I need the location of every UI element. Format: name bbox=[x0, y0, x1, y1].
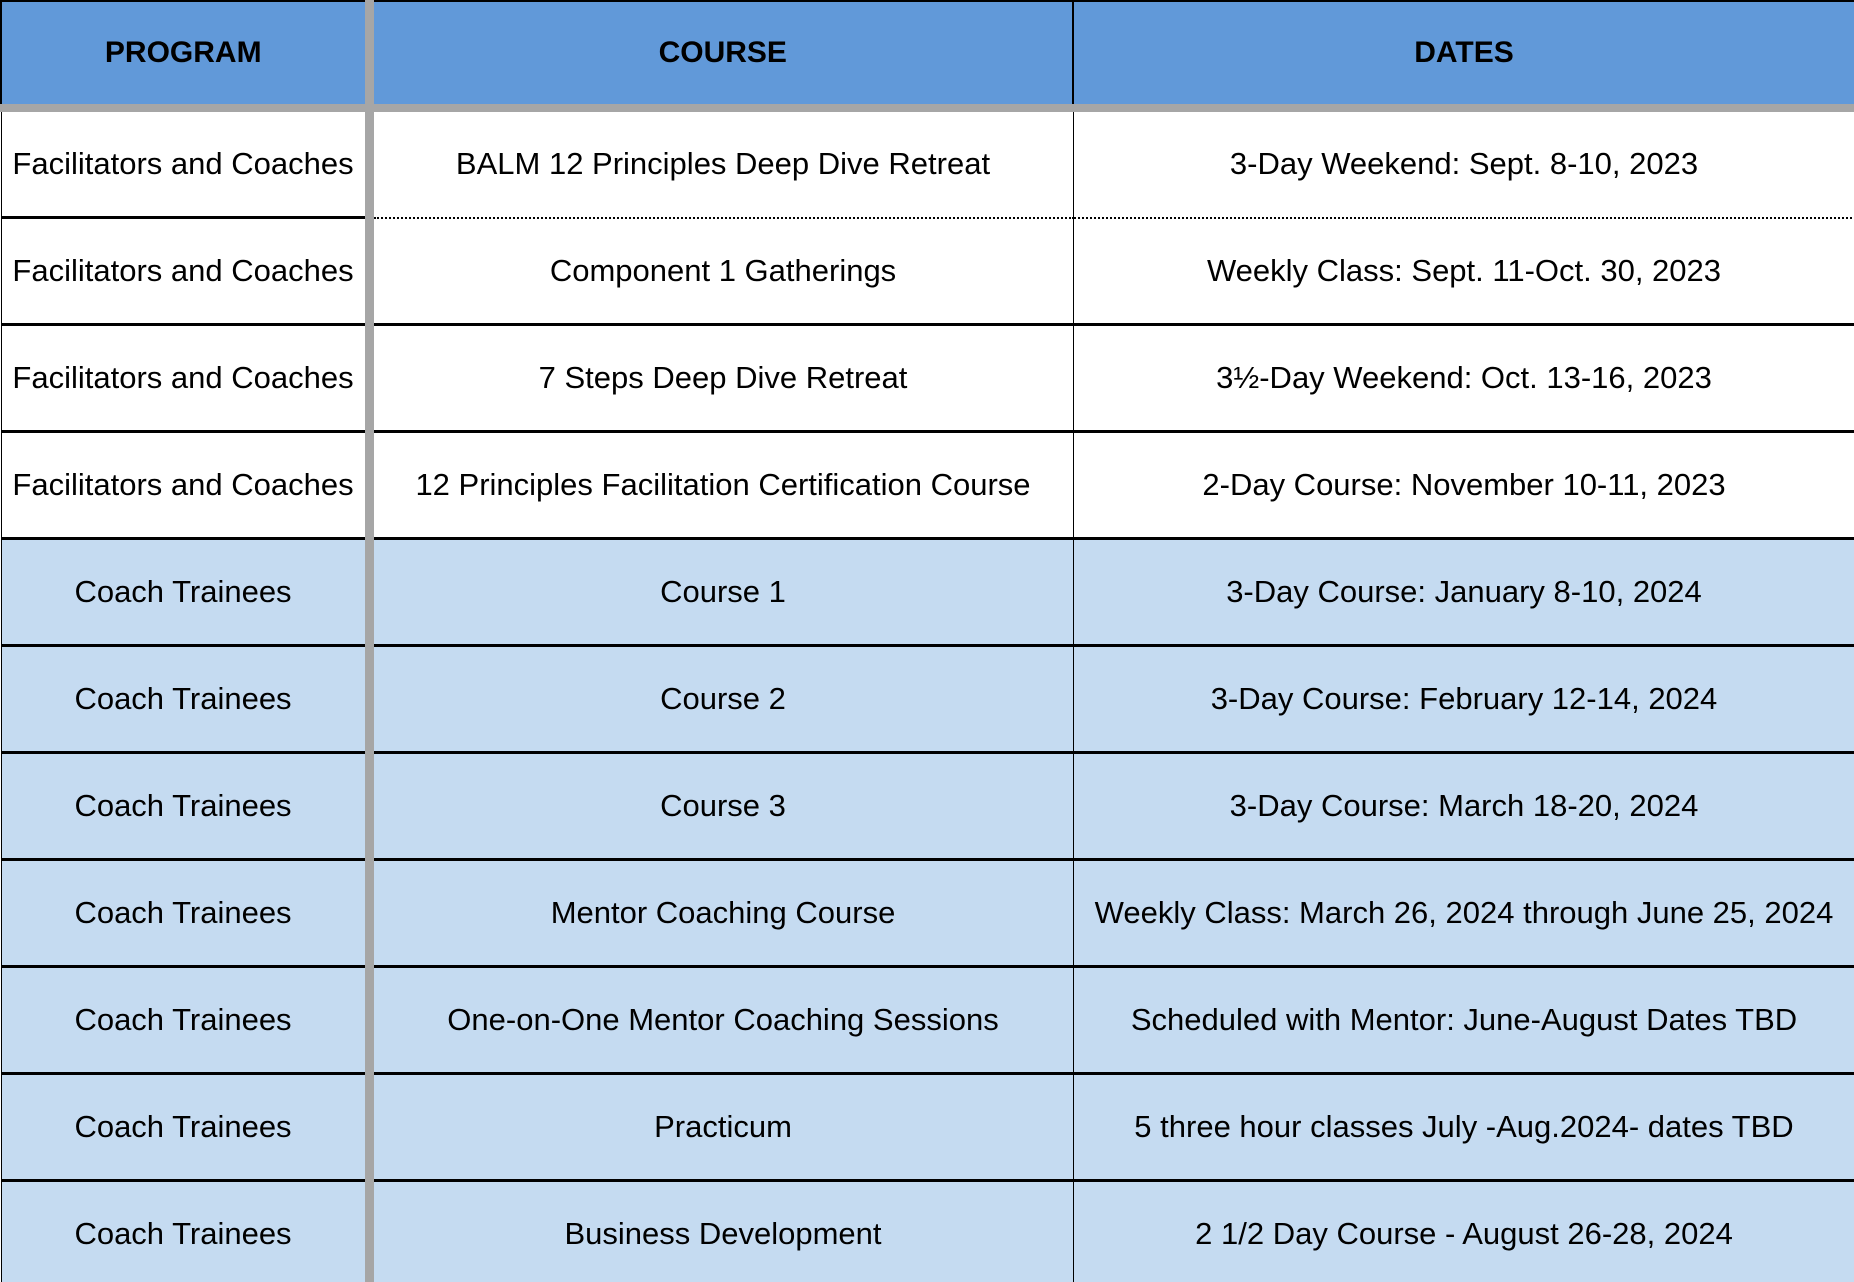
course-cell: 12 Principles Facilitation Certification Course bbox=[369, 432, 1073, 539]
dates-cell: 3-Day Course: March 18-20, 2024 bbox=[1073, 753, 1854, 860]
table-body bbox=[1, 108, 1854, 1282]
dates-cell: 3-Day Course: January 8-10, 2024 bbox=[1073, 539, 1854, 646]
table-row bbox=[1, 967, 1854, 1074]
course-cell: Business Development bbox=[369, 1181, 1073, 1282]
dates-cell: Weekly Class: March 26, 2024 through June 25, 2024 bbox=[1073, 860, 1854, 967]
table-row bbox=[1, 325, 1854, 432]
table-row bbox=[1, 753, 1854, 860]
table-row bbox=[1, 539, 1854, 646]
dates-cell: 2-Day Course: November 10-11, 2023 bbox=[1073, 432, 1854, 539]
program-cell: Coach Trainees bbox=[1, 860, 369, 967]
table-row bbox=[1, 432, 1854, 539]
program-cell: Facilitators and Coaches bbox=[1, 108, 369, 218]
program-cell: Facilitators and Coaches bbox=[1, 218, 369, 325]
table-row bbox=[1, 646, 1854, 753]
course-cell: Course 2 bbox=[369, 646, 1073, 753]
program-cell: Coach Trainees bbox=[1, 646, 369, 753]
course-cell: Mentor Coaching Course bbox=[369, 860, 1073, 967]
program-cell: Coach Trainees bbox=[1, 753, 369, 860]
program-cell: Coach Trainees bbox=[1, 1074, 369, 1181]
column-header-program: PROGRAM bbox=[1, 1, 369, 108]
course-cell: One-on-One Mentor Coaching Sessions bbox=[369, 967, 1073, 1074]
table-row bbox=[1, 108, 1854, 218]
table-row bbox=[1, 1074, 1854, 1181]
column-header-course: COURSE bbox=[369, 1, 1073, 108]
dates-cell: Scheduled with Mentor: June-August Dates TBD bbox=[1073, 967, 1854, 1074]
dates-cell: 5 three hour classes July -Aug.2024- dates TBD bbox=[1073, 1074, 1854, 1181]
dates-cell: 3½-Day Weekend: Oct. 13-16, 2023 bbox=[1073, 325, 1854, 432]
dates-cell: 3-Day Weekend: Sept. 8-10, 2023 bbox=[1073, 108, 1854, 218]
course-cell: Course 1 bbox=[369, 539, 1073, 646]
program-cell: Facilitators and Coaches bbox=[1, 432, 369, 539]
header-row bbox=[1, 1, 1854, 108]
course-cell: BALM 12 Principles Deep Dive Retreat bbox=[369, 108, 1073, 218]
table-row bbox=[1, 860, 1854, 967]
course-cell: Course 3 bbox=[369, 753, 1073, 860]
dates-cell: 2 1/2 Day Course - August 26-28, 2024 bbox=[1073, 1181, 1854, 1282]
dates-cell: 3-Day Course: February 12-14, 2024 bbox=[1073, 646, 1854, 753]
program-cell: Coach Trainees bbox=[1, 539, 369, 646]
dates-cell: Weekly Class: Sept. 11-Oct. 30, 2023 bbox=[1073, 218, 1854, 325]
program-cell: Coach Trainees bbox=[1, 967, 369, 1074]
program-cell: Coach Trainees bbox=[1, 1181, 369, 1282]
column-header-dates: DATES bbox=[1073, 1, 1854, 108]
table-row bbox=[1, 218, 1854, 325]
course-cell: 7 Steps Deep Dive Retreat bbox=[369, 325, 1073, 432]
table-header bbox=[1, 1, 1854, 108]
course-cell: Practicum bbox=[369, 1074, 1073, 1181]
course-cell: Component 1 Gatherings bbox=[369, 218, 1073, 325]
table-row bbox=[1, 1181, 1854, 1282]
program-cell: Facilitators and Coaches bbox=[1, 325, 369, 432]
